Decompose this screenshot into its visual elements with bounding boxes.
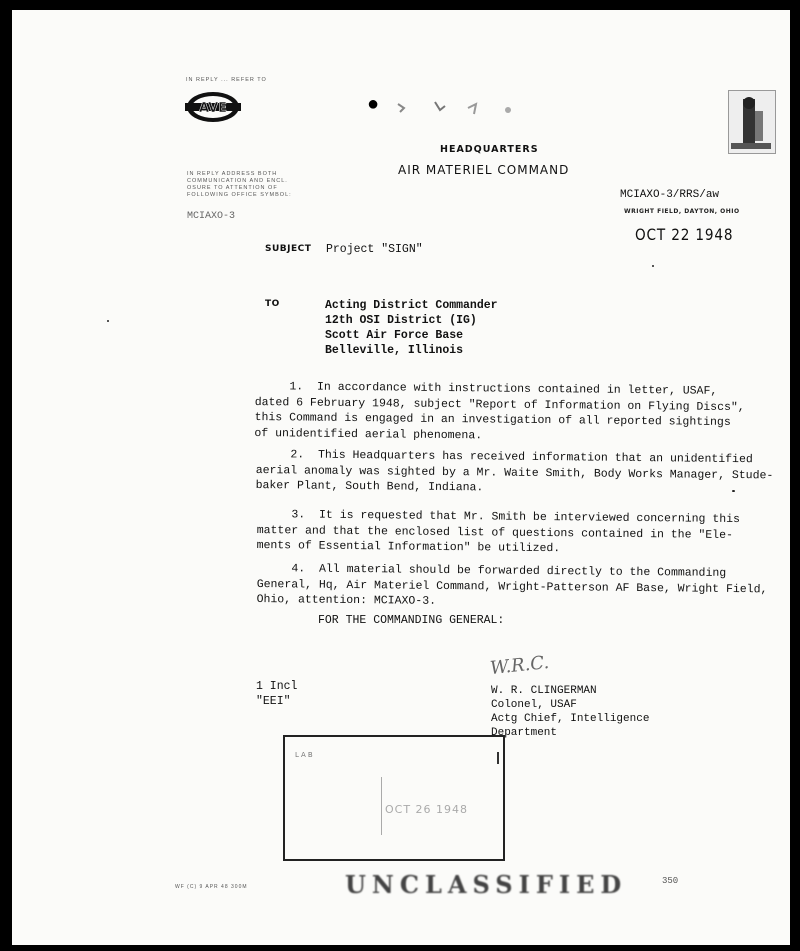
classification-stamp: UNCLASSIFIED	[345, 870, 628, 899]
to-label: TO	[265, 299, 280, 309]
addressee-line: 12th OSI District (IG)	[325, 314, 477, 327]
reply-note-line: COMMUNICATION AND ENCL.	[187, 178, 288, 184]
received-stamp-box	[283, 735, 505, 861]
office-symbol: MCIAXO-3	[187, 211, 236, 222]
headquarters-heading: HEADQUARTERS	[440, 144, 539, 155]
location-line: WRIGHT FIELD, DAYTON, OHIO	[624, 208, 740, 215]
file-code: MCIAXO-3/RRS/aw	[620, 189, 720, 201]
stamp-mark	[497, 752, 499, 764]
paragraph-2: 2. This Headquarters has received information that an unidentified aerial anomaly was sighted by a Mr. Waite Smith, Body Works Manager, Stude- baker Plant, South Bend, Indiana.	[255, 447, 774, 495]
closing-line: FOR THE COMMANDING GENERAL:	[318, 614, 505, 627]
page-number: 350	[662, 876, 679, 886]
reply-note-line: FOLLOWING OFFICE SYMBOL:	[187, 192, 292, 198]
paragraph-4: 4. All material should be forwarded directly to the Commanding General, Hq, Air Materiel Command, Wright-Patterson AF Base, Wright Field, Ohio, attention: MCIAXO-3.	[256, 561, 768, 608]
stamp-divider	[381, 777, 382, 835]
stamp-label: LAB	[295, 751, 315, 759]
logo-text: AVE	[198, 101, 228, 116]
signatory-name: W. R. CLINGERMAN	[491, 685, 597, 697]
ave-logo	[185, 90, 241, 124]
speck	[107, 320, 109, 322]
enclosure-block	[256, 679, 297, 709]
subject-label: SUBJECT	[265, 244, 312, 254]
reply-note-line: IN REPLY ADDRESS BOTH	[187, 171, 278, 177]
document-page	[12, 10, 790, 945]
signatory-rank: Colonel, USAF	[491, 699, 577, 711]
reply-note	[187, 171, 292, 199]
paragraph-1: 1. In accordance with instructions contained in letter, USAF, dated 6 February 1948, subject "Report of Information on Flying Discs", this Command is engaged in an investigation of all reported sightings of unidentified aerial phenomena.	[254, 379, 745, 442]
enclosure-line: 1 Incl	[256, 680, 298, 693]
addressee-line: Belleville, Illinois	[325, 344, 464, 357]
speck	[652, 265, 654, 267]
signatory-title: Actg Chief, Intelligence	[491, 713, 650, 725]
reply-note-line: OSURE TO ATTENTION OF	[187, 185, 278, 191]
paragraph-3: 3. It is requested that Mr. Smith be interviewed concerning this matter and that the enclosed list of questions contained in the "Ele- ments of Essential Information" be utilized.	[256, 507, 741, 556]
signatory-department: Department	[491, 727, 558, 739]
addressee-block	[325, 298, 498, 358]
subject-text: Project "SIGN"	[326, 243, 423, 256]
reply-refer-note: IN REPLY ... REFER TO	[186, 77, 267, 83]
enclosure-line: "EEI"	[256, 695, 291, 708]
stamp-date: OCT 26 1948	[385, 803, 469, 816]
seal-mark: ●	[367, 93, 380, 115]
addressee-line: Scott Air Force Base	[325, 329, 464, 342]
photo-fragment	[728, 90, 776, 154]
signature-block	[491, 684, 649, 740]
handwritten-initials: W.R.C.	[489, 651, 551, 680]
addressee-line: Acting District Commander	[325, 299, 498, 312]
faded-seal-marks	[390, 98, 530, 120]
date-stamp: OCT 22 1948	[635, 225, 734, 244]
form-number: WF (C) 9 APR 48 300M	[175, 884, 248, 890]
command-heading: AIR MATERIEL COMMAND	[398, 163, 570, 177]
